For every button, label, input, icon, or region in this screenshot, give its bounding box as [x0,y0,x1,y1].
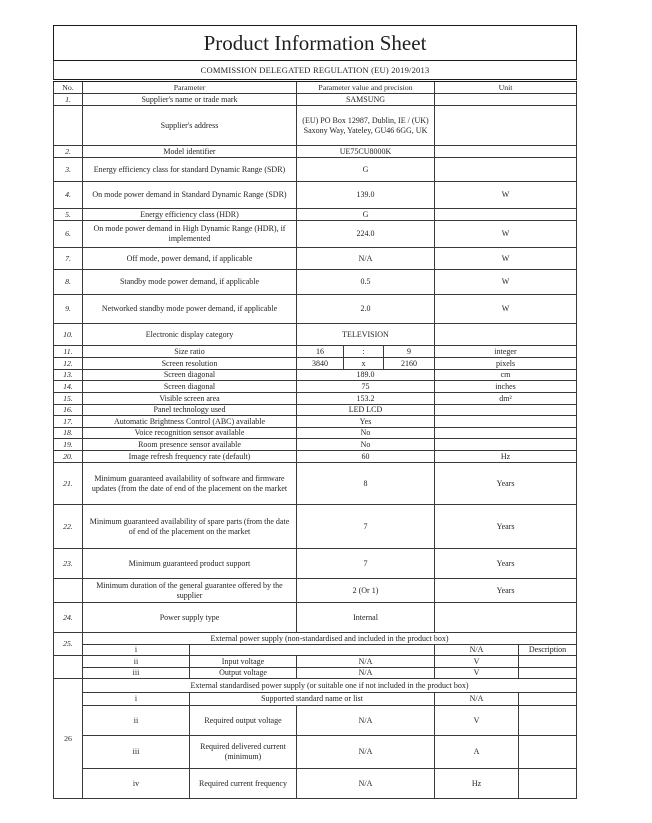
row-value-separator: : [344,346,384,358]
row-value-part: 16 [297,346,344,358]
table-row [54,209,577,221]
row-number: 19. [54,439,83,451]
row-value: 189.0 [297,370,435,381]
product-information-sheet [53,25,577,799]
row-unit: W [435,270,577,295]
row-unit: Years [435,505,577,549]
row-number: 20. [54,451,83,463]
row-label: Supported standard name or list [190,693,435,706]
row-label: Output voltage [190,668,297,679]
row-parameter: On mode power demand in Standard Dynamic Range (SDR) [83,182,297,209]
row-unit [435,416,577,428]
column-header-parameter: Parameter [83,81,297,94]
row-number: 22. [54,505,83,549]
table-row [54,505,577,549]
row-label: Input voltage [190,656,297,668]
table-row [54,439,577,451]
row-index: iv [83,769,190,799]
row-number: 11. [54,346,83,358]
row-note [519,668,577,679]
row-value [190,645,435,656]
section-25-header-row [54,633,577,645]
row-value: No [297,439,435,451]
row-unit [435,106,577,146]
row-parameter: Screen diagonal [83,370,297,381]
subtitle-row [54,61,577,81]
row-value: 0.5 [297,270,435,295]
row-label: Required current frequency [190,769,297,799]
row-number: 23. [54,549,83,579]
row-value: N/A [297,656,435,668]
row-parameter: Image refresh frequency rate (default) [83,451,297,463]
row-index: i [83,693,190,706]
row-index: iii [83,668,190,679]
row-label: Required output voltage [190,706,297,736]
row-number: 13. [54,370,83,381]
table-row [54,393,577,405]
row-value: 7 [297,505,435,549]
row-value-part: 9 [384,346,435,358]
row-unit: Years [435,549,577,579]
column-header-unit: Unit [435,81,577,94]
table-row [54,158,577,182]
row-parameter: Visible screen area [83,393,297,405]
table-row [54,416,577,428]
row-value: N/A [297,736,435,769]
row-parameter: Minimum guaranteed availability of software and firmware updates (from the date of end of the placement on the market [83,463,297,505]
row-note [519,656,577,668]
row-value: G [297,158,435,182]
table-row [54,463,577,505]
row-index: ii [83,656,190,668]
row-unit: W [435,182,577,209]
row-unit: Years [435,579,577,603]
row-note [519,769,577,799]
row-parameter: Electronic display category [83,324,297,346]
table-row [54,358,577,370]
row-unit [435,209,577,221]
row-value: N/A [297,248,435,270]
row-number: 7. [54,248,83,270]
table-row [54,668,577,679]
table-row [54,324,577,346]
table-row [54,451,577,463]
row-value: N/A [297,668,435,679]
row-value: 7 [297,549,435,579]
row-unit: W [435,248,577,270]
table-row [54,769,577,799]
table-row [54,549,577,579]
row-value-separator: x [344,358,384,370]
row-parameter: Model identifier [83,146,297,158]
row-value: UE75CU8000K [297,146,435,158]
row-unit [435,439,577,451]
table-row [54,736,577,769]
product-info-table [53,25,577,799]
row-number: 10. [54,324,83,346]
row-parameter: Minimum guaranteed availability of spare parts (from the date of end of the placement on the market [83,505,297,549]
row-value-part: 3840 [297,358,344,370]
row-unit: W [435,295,577,324]
row-note [519,693,577,706]
row-parameter: Off mode, power demand, if applicable [83,248,297,270]
row-unit: Hz [435,769,519,799]
table-row [54,579,577,603]
row-number: 15. [54,393,83,405]
row-parameter: Energy efficiency class (HDR) [83,209,297,221]
row-value: 2 (Or 1) [297,579,435,603]
row-note: Description [519,645,577,656]
row-value: 2.0 [297,295,435,324]
section-26-header: External standardised power supply (or suitable one if not included in the product box) [83,679,577,693]
row-unit: dm² [435,393,577,405]
row-value: TELEVISION [297,324,435,346]
row-unit: V [435,706,519,736]
row-number: 2. [54,146,83,158]
row-value: N/A [435,693,519,706]
row-number: 4. [54,182,83,209]
row-parameter: Automatic Brightness Control (ABC) available [83,416,297,428]
row-unit [435,324,577,346]
row-parameter: Energy efficiency class for standard Dynamic Range (SDR) [83,158,297,182]
table-row [54,106,577,146]
row-value: 224.0 [297,221,435,248]
row-value: No [297,428,435,439]
table-row [54,270,577,295]
row-number: 26 [54,679,83,799]
row-number [54,106,83,146]
row-unit [435,146,577,158]
section-26-header-row [54,679,577,693]
table-row [54,405,577,416]
row-index: ii [83,706,190,736]
row-number: 21. [54,463,83,505]
row-value-part: 2160 [384,358,435,370]
table-row [54,94,577,106]
row-unit [435,94,577,106]
row-parameter: Screen diagonal [83,381,297,393]
regulation-subtitle: COMMISSION DELEGATED REGULATION (EU) 2019/2013 [54,61,577,81]
table-row [54,182,577,209]
row-number: 6. [54,221,83,248]
row-unit [435,158,577,182]
row-unit: W [435,221,577,248]
row-parameter: Size ratio [83,346,297,358]
row-value: 139.0 [297,182,435,209]
row-number: 12. [54,358,83,370]
row-label: Required delivered current (minimum) [190,736,297,769]
row-number: 3. [54,158,83,182]
row-parameter: Screen resolution [83,358,297,370]
row-number: 24. [54,603,83,633]
table-row [54,693,577,706]
row-value: 8 [297,463,435,505]
table-row [54,248,577,270]
table-row [54,645,577,656]
row-parameter: Minimum duration of the general guarantee offered by the supplier [83,579,297,603]
row-value: 153.2 [297,393,435,405]
row-parameter: Voice recognition sensor available [83,428,297,439]
row-note [519,736,577,769]
row-parameter: Supplier's name or trade mark [83,94,297,106]
row-value: Internal [297,603,435,633]
row-unit [435,405,577,416]
row-parameter: Panel technology used [83,405,297,416]
table-row [54,295,577,324]
table-row [54,603,577,633]
row-value: N/A [297,769,435,799]
column-header-value: Parameter value and precision [297,81,435,94]
table-row [54,656,577,668]
table-row [54,370,577,381]
row-number [54,579,83,603]
table-row [54,346,577,358]
row-index: iii [83,736,190,769]
row-unit: integer [435,346,577,358]
row-parameter: On mode power demand in High Dynamic Range (HDR), if implemented [83,221,297,248]
row-parameter: Supplier's address [83,106,297,146]
row-unit: cm [435,370,577,381]
row-unit: N/A [435,645,519,656]
row-number-empty [54,656,83,679]
row-unit: Years [435,463,577,505]
row-parameter: Minimum guaranteed product support [83,549,297,579]
row-number: 18. [54,428,83,439]
row-unit: Hz [435,451,577,463]
row-unit: V [435,656,519,668]
title-row [54,26,577,61]
table-row [54,221,577,248]
row-value: LED LCD [297,405,435,416]
table-row [54,706,577,736]
row-parameter: Standby mode power demand, if applicable [83,270,297,295]
table-row [54,428,577,439]
row-value: 60 [297,451,435,463]
row-index: i [83,645,190,656]
table-row [54,381,577,393]
row-number: 16. [54,405,83,416]
column-header-row [54,81,577,94]
row-value: Yes [297,416,435,428]
row-value: G [297,209,435,221]
row-unit: pixels [435,358,577,370]
row-value: N/A [297,706,435,736]
row-value: 75 [297,381,435,393]
row-number: 1. [54,94,83,106]
row-unit [435,428,577,439]
column-header-no: No. [54,81,83,94]
page-title: Product Information Sheet [54,26,577,61]
row-value: SAMSUNG [297,94,435,106]
table-row [54,146,577,158]
row-parameter: Networked standby mode power demand, if applicable [83,295,297,324]
row-number: 9. [54,295,83,324]
row-number: 5. [54,209,83,221]
section-25-header: External power supply (non-standardised and included in the product box) [83,633,577,645]
row-unit: A [435,736,519,769]
row-value: (EU) PO Box 12987, Dublin, IE / (UK) Saxony Way, Yateley, GU46 6GG, UK [297,106,435,146]
row-number: 14. [54,381,83,393]
row-parameter: Power supply type [83,603,297,633]
row-number: 25. [54,633,83,656]
row-unit: V [435,668,519,679]
row-number: 8. [54,270,83,295]
row-unit: inches [435,381,577,393]
row-number: 17. [54,416,83,428]
row-parameter: Room presence sensor available [83,439,297,451]
row-note [519,706,577,736]
row-unit [435,603,577,633]
